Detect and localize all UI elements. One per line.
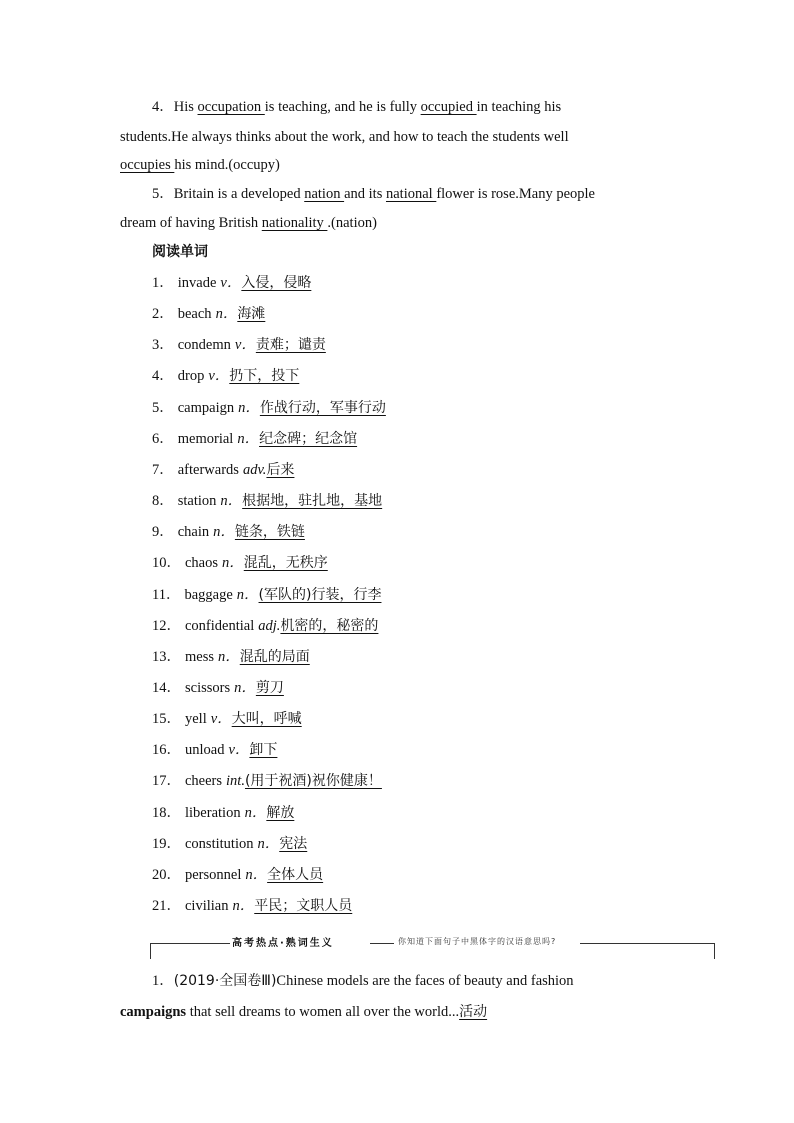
vocab-word: chain	[177, 524, 210, 540]
answer-occupation: occupation	[197, 99, 265, 115]
vocab-part-of-speech: n．	[220, 493, 243, 509]
exercise-4-line-2: students.He always thinks about the work, and how to teach the students well	[120, 129, 569, 145]
vocab-part-of-speech: v．	[210, 711, 232, 727]
vocab-number: 4．	[152, 368, 174, 384]
vocab-meaning: (用于祝酒)祝你健康！	[244, 773, 382, 789]
example-bold-word: campaigns	[120, 1004, 187, 1020]
vocab-word: mess	[185, 649, 214, 665]
vocab-part-of-speech: n．	[237, 431, 260, 447]
vocab-word: civilian	[185, 898, 229, 914]
vocab-number: 1．	[152, 275, 174, 291]
vocab-meaning: 纪念碑；纪念馆	[259, 431, 358, 447]
vocab-item	[152, 709, 302, 729]
vocab-meaning: 卸下	[249, 742, 278, 758]
vocab-part-of-speech: n．	[234, 680, 256, 696]
banner-rule-middle	[370, 943, 394, 944]
vocab-part-of-speech: v．	[228, 742, 250, 758]
vocab-number: 18．	[152, 805, 181, 821]
vocab-item	[152, 553, 328, 573]
vocab-meaning: 混乱的局面	[239, 649, 310, 665]
vocab-item	[152, 429, 357, 449]
vocab-item	[152, 304, 265, 324]
example-answer: 活动	[459, 1004, 488, 1020]
vocab-word: memorial	[177, 431, 234, 447]
vocab-item	[152, 522, 305, 542]
vocab-item	[152, 366, 299, 386]
vocab-item	[152, 771, 382, 791]
vocab-meaning: 入侵，侵略	[241, 275, 312, 291]
exercise-4-line-1: 4．His occupation is teaching, and he is fully occupied in teaching his	[152, 99, 562, 115]
vocab-number: 20．	[152, 867, 181, 883]
vocab-word: station	[177, 493, 217, 509]
vocab-number: 16．	[152, 742, 181, 758]
vocab-item	[152, 491, 382, 511]
vocab-part-of-speech: n．	[238, 400, 260, 416]
vocab-meaning: 混乱，无秩序	[243, 555, 328, 571]
vocab-number: 17．	[152, 773, 181, 789]
example-source: (2019·全国卷Ⅲ)	[173, 973, 277, 989]
vocab-word: personnel	[185, 867, 242, 883]
vocab-item	[152, 678, 284, 698]
vocab-meaning: 链条，铁链	[234, 524, 305, 540]
exercise-5-line-1: 5．Britain is a developed nation and its national flower is rose.Many people	[152, 186, 595, 202]
vocab-number: 12．	[152, 618, 181, 634]
vocab-item	[152, 616, 378, 636]
vocab-part-of-speech: adv.	[242, 462, 267, 478]
vocab-part-of-speech: v．	[208, 368, 230, 384]
vocab-part-of-speech: v．	[220, 275, 242, 291]
vocab-meaning: 大叫，呼喊	[231, 711, 302, 727]
vocab-item	[152, 834, 307, 854]
banner-title: 高考热点·熟词生义	[232, 938, 334, 949]
example-1-line-2: campaigns that sell dreams to women all over the world...活动	[120, 1004, 488, 1020]
vocab-meaning: (军队的)行装，行李	[258, 587, 382, 603]
answer-nationality: nationality	[261, 215, 328, 231]
vocab-number: 3．	[152, 337, 174, 353]
vocab-word: condemn	[177, 337, 231, 353]
banner-rule-right	[580, 943, 714, 944]
section-heading: 阅读单词	[152, 244, 208, 260]
vocab-part-of-speech: n．	[218, 649, 240, 665]
vocab-item	[152, 335, 326, 355]
vocab-number: 2．	[152, 306, 174, 322]
vocab-word: chaos	[185, 555, 219, 571]
vocab-item	[152, 896, 352, 916]
vocab-word: confidential	[185, 618, 255, 634]
vocab-number: 14．	[152, 680, 181, 696]
vocab-meaning: 机密的，秘密的	[280, 618, 379, 634]
banner-rule-left	[150, 943, 230, 944]
vocab-meaning: 根据地，驻扎地，基地	[242, 493, 383, 509]
vocab-meaning: 作战行动，军事行动	[259, 400, 386, 416]
vocab-word: beach	[177, 306, 212, 322]
vocab-meaning: 解放	[266, 805, 295, 821]
vocab-part-of-speech: n．	[244, 805, 267, 821]
vocab-number: 21．	[152, 898, 181, 914]
vocab-number: 19．	[152, 836, 181, 852]
section-banner	[150, 930, 716, 962]
vocab-word: liberation	[185, 805, 241, 821]
vocab-number: 13．	[152, 649, 181, 665]
vocab-part-of-speech: v．	[234, 337, 256, 353]
vocab-part-of-speech: n．	[213, 524, 235, 540]
vocab-item	[152, 647, 310, 667]
vocab-word: yell	[185, 711, 207, 727]
vocab-number: 11．	[152, 587, 181, 603]
vocab-word: afterwards	[177, 462, 239, 478]
vocab-part-of-speech: n．	[222, 555, 244, 571]
answer-occupied: occupied	[420, 99, 477, 115]
answer-occupies: occupies	[120, 157, 175, 173]
vocab-meaning: 全体人员	[267, 867, 324, 883]
vocab-word: unload	[185, 742, 225, 758]
vocab-item	[152, 803, 294, 823]
vocab-item	[152, 585, 381, 605]
vocab-meaning: 后来	[266, 462, 295, 478]
vocab-item	[152, 398, 386, 418]
vocab-number: 15．	[152, 711, 181, 727]
vocab-word: drop	[177, 368, 205, 384]
vocab-item	[152, 273, 311, 293]
vocab-word: scissors	[185, 680, 231, 696]
vocab-part-of-speech: n．	[232, 898, 255, 914]
vocab-item	[152, 740, 277, 760]
vocab-word: cheers	[185, 773, 223, 789]
exercise-4-line-3: occupies his mind.(occupy)	[120, 157, 280, 173]
vocab-meaning: 海滩	[237, 306, 266, 322]
vocab-meaning: 宪法	[279, 836, 308, 852]
banner-hint: 你知道下面句子中黑体字的汉语意思吗?	[398, 937, 557, 946]
vocab-part-of-speech: n．	[257, 836, 280, 852]
vocab-number: 6．	[152, 431, 174, 447]
vocab-part-of-speech: adj.	[258, 618, 281, 634]
answer-nation: nation	[304, 186, 345, 202]
vocab-word: invade	[177, 275, 217, 291]
answer-national: national	[385, 186, 437, 202]
exercise-5-line-2: dream of having British nationality .(nation)	[120, 215, 377, 231]
vocab-part-of-speech: int.	[226, 773, 245, 789]
vocab-number: 10．	[152, 555, 181, 571]
vocab-number: 8．	[152, 493, 174, 509]
banner-tick-left	[150, 943, 151, 959]
example-1-line-1: 1．(2019·全国卷Ⅲ)Chinese models are the faces of beauty and fashion	[152, 973, 574, 989]
vocab-number: 7．	[152, 462, 174, 478]
vocab-part-of-speech: n．	[236, 587, 259, 603]
vocab-item	[152, 460, 294, 480]
vocab-word: baggage	[184, 587, 233, 603]
vocab-word: constitution	[185, 836, 254, 852]
vocab-item	[152, 865, 323, 885]
vocab-number: 9．	[152, 524, 174, 540]
vocab-meaning: 平民；文职人员	[254, 898, 353, 914]
vocab-part-of-speech: n．	[245, 867, 268, 883]
vocab-part-of-speech: n．	[215, 306, 238, 322]
vocab-meaning: 扔下，投下	[229, 368, 300, 384]
vocab-meaning: 责难；谴责	[255, 337, 326, 353]
vocab-meaning: 剪刀	[255, 680, 284, 696]
vocab-number: 5．	[152, 400, 174, 416]
vocab-word: campaign	[177, 400, 235, 416]
banner-tick-right	[714, 943, 715, 959]
